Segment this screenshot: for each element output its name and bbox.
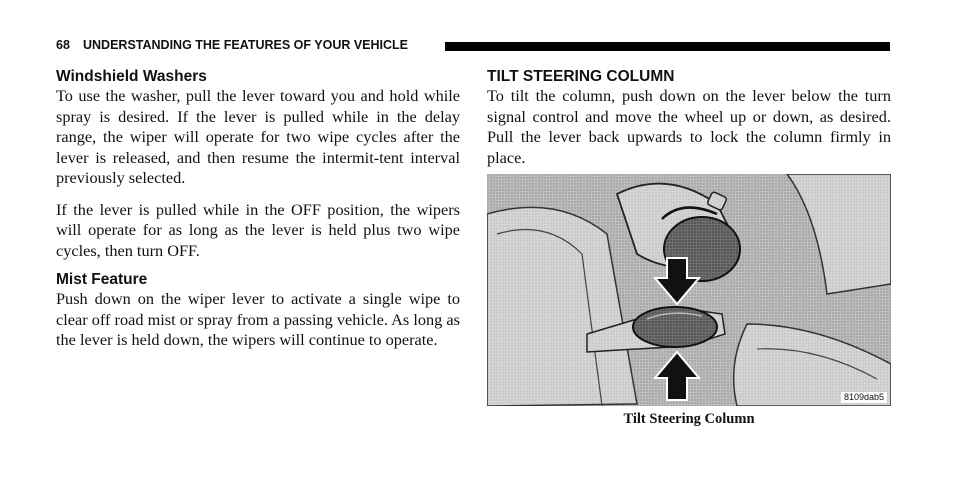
figure-code: 8109dab5 bbox=[841, 392, 887, 403]
steering-column-drawing bbox=[487, 174, 891, 406]
page-number: 68 bbox=[56, 38, 70, 52]
mist-feature-heading: Mist Feature bbox=[56, 271, 148, 288]
chapter-title: UNDERSTANDING THE FEATURES OF YOUR VEHICLE bbox=[83, 38, 409, 52]
page-header bbox=[56, 37, 890, 53]
figure-caption: Tilt Steering Column bbox=[623, 411, 755, 427]
windshield-washers-paragraph-2: If the lever is pulled while in the OFF position, the wipers will operate for as long as the lever is held plus two wipe cycles, then turn OFF. bbox=[56, 199, 460, 260]
windshield-washers-paragraph-1: To use the washer, pull the lever toward you and hold while spray is desired. If the lever is pulled while in the delay range, the wiper will operate for two wipe cycles after the lever is released, and then resume the intermit-tent interval previously selected. bbox=[56, 86, 460, 187]
right-column bbox=[487, 68, 891, 168]
left-column bbox=[56, 68, 460, 351]
mist-feature-paragraph: Push down on the wiper lever to activate a single wipe to clear off road mist or spray from a passing vehicle. As long as the lever is held down, the wipers will continue to operate. bbox=[56, 289, 460, 349]
tilt-steering-heading: TILT STEERING COLUMN bbox=[487, 68, 675, 85]
tilt-steering-paragraph: To tilt the column, push down on the lever below the turn signal control and move the wheel up or down, as desired. Pull the lever back upwards to lock the column firmly in place. bbox=[487, 86, 891, 167]
windshield-washers-heading: Windshield Washers bbox=[56, 68, 207, 85]
tilt-steering-illustration bbox=[487, 174, 891, 406]
header-rule bbox=[445, 42, 890, 51]
